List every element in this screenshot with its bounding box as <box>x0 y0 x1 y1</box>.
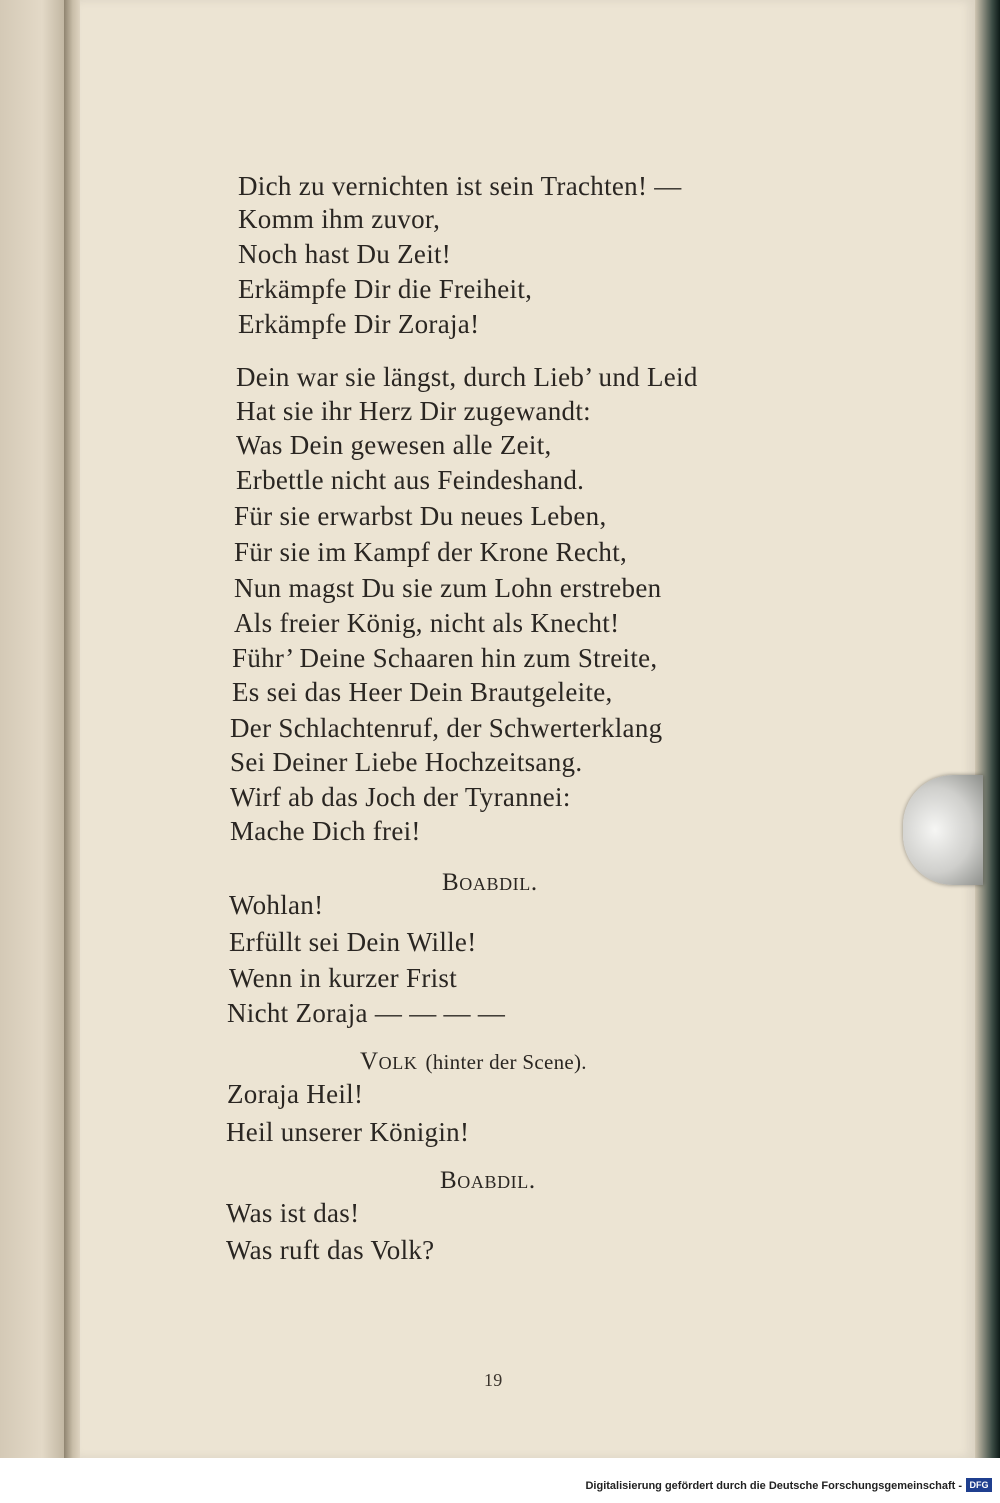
verse-line: Nun magst Du sie zum Lohn erstreben <box>234 573 662 603</box>
verse-line: Es sei das Heer Dein Brautgeleite, <box>232 677 613 707</box>
verse-line: Der Schlachtenruf, der Schwerterklang <box>230 713 663 743</box>
verse-line: Für sie erwarbst Du neues Leben, <box>234 501 607 531</box>
page-number: 19 <box>484 1370 503 1390</box>
speaker-heading <box>440 1166 536 1196</box>
verse-line: Als freier König, nicht als Knecht! <box>234 608 620 638</box>
verse-line: Was ist das! <box>226 1198 360 1228</box>
verse-line: Heil unserer Königin! <box>226 1117 470 1147</box>
verse-line: Erkämpfe Dir die Freiheit, <box>238 274 533 304</box>
footer-bar <box>0 1458 1000 1503</box>
verse-line: Komm ihm zuvor, <box>238 204 441 234</box>
speaker-name: Volk <box>360 1048 418 1075</box>
funding-credit: Digitalisierung gefördert durch die Deutsche Forschungsgemeinschaft - <box>585 1480 962 1492</box>
verse-line: Hat sie ihr Herz Dir zugewandt: <box>236 396 591 426</box>
verse-line: Was ruft das Volk? <box>226 1235 435 1265</box>
verse-line: Dich zu vernichten ist sein Trachten! — <box>238 171 682 201</box>
speaker-heading <box>360 1047 587 1077</box>
verse-line: Was Dein gewesen alle Zeit, <box>236 430 552 460</box>
verse-line: Sei Deiner Liebe Hochzeitsang. <box>230 747 583 777</box>
verse-line: Erbettle nicht aus Feindeshand. <box>236 465 585 495</box>
verse-line: Erfüllt sei Dein Wille! <box>229 927 477 957</box>
verse-line: Erkämpfe Dir Zoraja! <box>238 309 480 339</box>
speaker-name: Boabdil. <box>440 1167 536 1194</box>
verse-line: Zoraja Heil! <box>227 1079 364 1109</box>
verse-line: Dein war sie längst, durch Lieb’ und Leid <box>236 362 698 392</box>
verse-line: Für sie im Kampf der Krone Recht, <box>234 537 628 567</box>
verse-line: Wenn in kurzer Frist <box>229 963 458 993</box>
verse-line: Mache Dich frei! <box>230 816 421 846</box>
dfg-logo-icon: DFG <box>966 1478 992 1492</box>
stage-direction: (hinter der Scene). <box>425 1050 587 1074</box>
verse-line: Wirf ab das Joch der Tyrannei: <box>230 782 571 812</box>
verse-line: Wohlan! <box>229 890 324 920</box>
verse-line: Führ’ Deine Schaaren hin zum Streite, <box>232 643 658 673</box>
speaker-name: Boabdil. <box>442 869 538 896</box>
verse-line: Nicht Zoraja — — — — <box>227 998 506 1028</box>
verse-line: Noch hast Du Zeit! <box>238 239 452 269</box>
speaker-heading <box>442 868 538 898</box>
